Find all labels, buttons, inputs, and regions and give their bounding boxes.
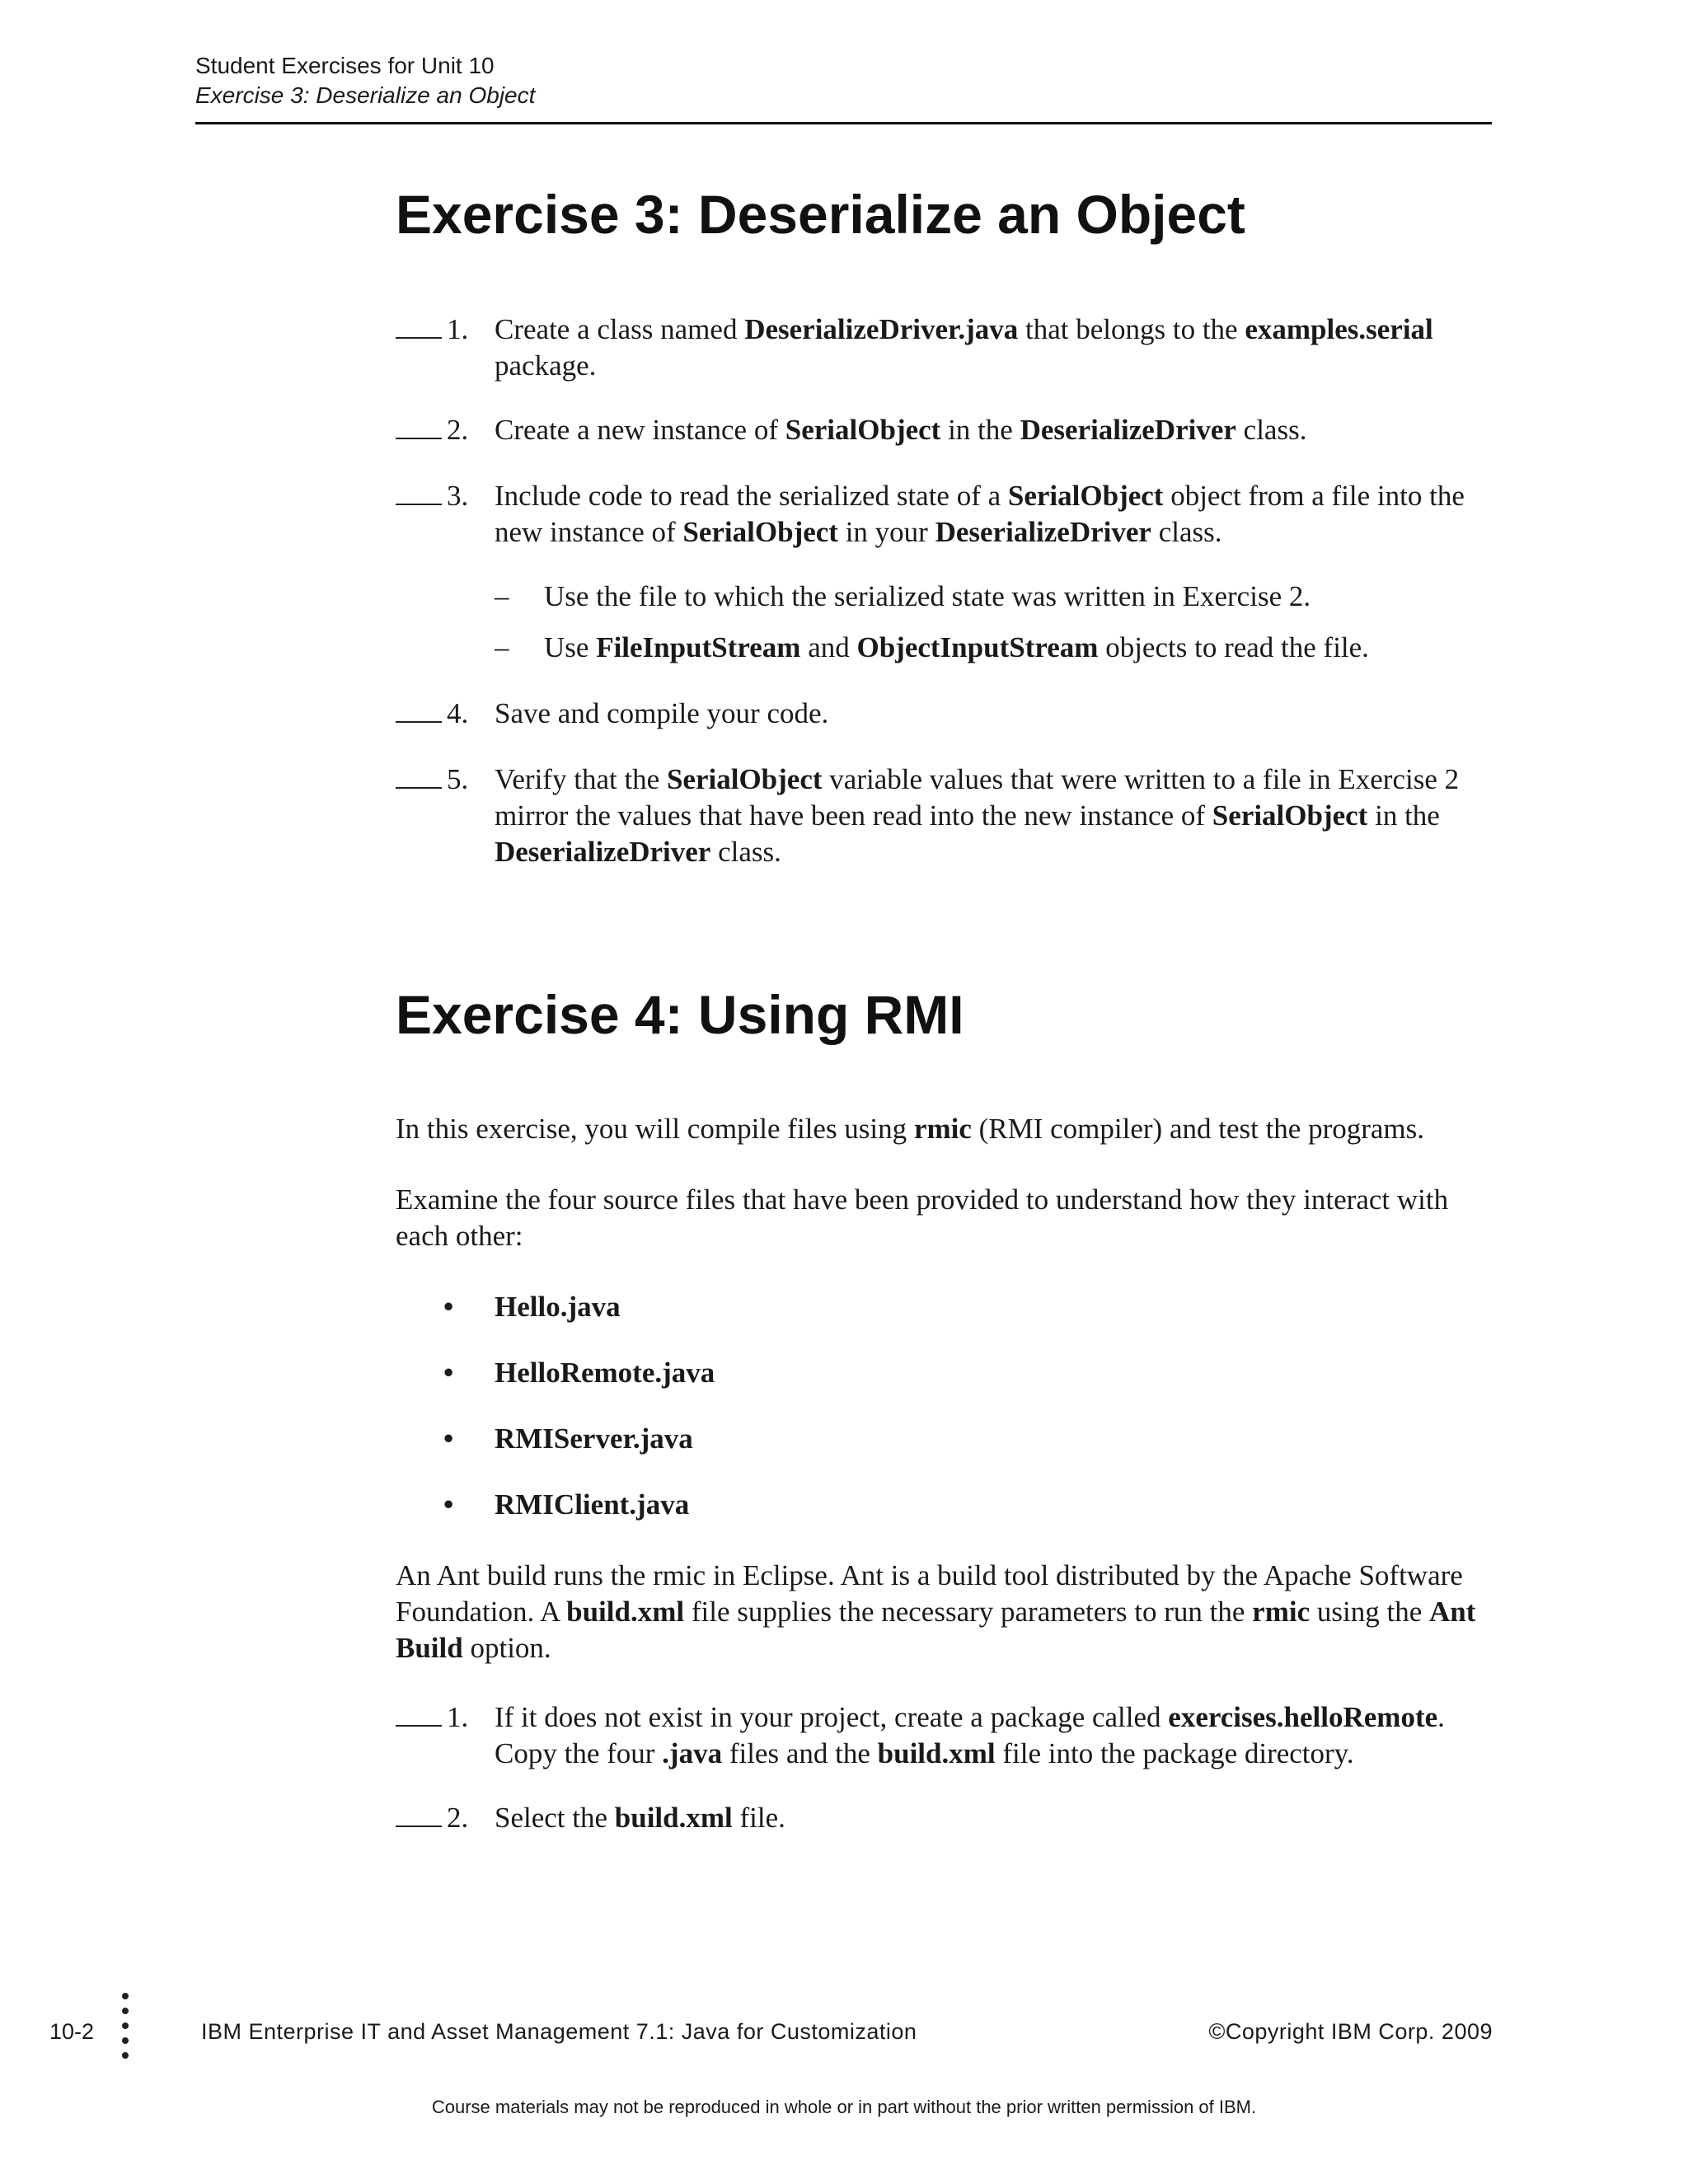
running-header [195, 51, 535, 110]
step-marker: 5. [396, 762, 468, 798]
checkbox-blank [396, 696, 442, 723]
file-list-item: • HelloRemote.java [396, 1355, 1492, 1391]
ex4-intro: In this exercise, you will compile files using rmic (RMI compiler) and test the programs. [396, 1113, 1425, 1145]
bullet-marker: • [443, 1422, 454, 1455]
ex3-step-1: 1. Create a class named DeserializeDriver.java that belongs to the examples.serial package. [396, 312, 1492, 384]
exercise-4-section [396, 983, 1492, 1046]
step-marker: 3. [396, 478, 468, 514]
checkbox-blank [396, 479, 442, 505]
footer-copyright: ©Copyright IBM Corp. 2009 [1208, 2019, 1493, 2044]
checkbox-blank [396, 1801, 442, 1827]
exercise-4-title: Exercise 4: Using RMI [396, 984, 964, 1045]
running-header-exercise: Exercise 3: Deserialize an Object [195, 82, 536, 108]
ex3-subitem-2: – Use FileInputStream and ObjectInputStream objects to read the file. [396, 630, 1492, 666]
ex3-step-4: 4. Save and compile your code. [396, 696, 1492, 732]
checkbox-blank [396, 1700, 442, 1727]
ex3-step-3: 3. Include code to read the serialized state of a SerialObject object from a file into the new instance of SerialObject in your DeserializeDriver class. [396, 478, 1492, 551]
file-list-item: • RMIClient.java [396, 1487, 1492, 1523]
ex3-step-2: 2. Create a new instance of SerialObject in the DeserializeDriver class. [396, 412, 1492, 448]
ex4-step-1: 1. If it does not exist in your project, create a package called exercises.helloRemote. Copy the four .java files and the build.xml file into the package directory. [396, 1699, 1492, 1772]
step-marker: 2. [396, 412, 468, 448]
file-list-item: • RMIServer.java [396, 1421, 1492, 1457]
step-marker: 1. [396, 1699, 468, 1736]
ex4-ant-paragraph: An Ant build runs the rmic in Eclipse. Ant is a build tool distributed by the Apache Software Foundation. A build.xml file supplies the necessary parameters to run the rmic using the Ant Build option. [396, 1559, 1476, 1664]
running-header-unit: Student Exercises for Unit 10 [195, 53, 495, 78]
checkbox-blank [396, 762, 442, 789]
step-marker: 2. [396, 1800, 468, 1836]
checkbox-blank [396, 312, 442, 339]
footer-dots-decoration [122, 1993, 130, 2067]
bullet-marker: • [443, 1357, 454, 1389]
file-list-item: • Hello.java [396, 1289, 1492, 1325]
footer-notice: Course materials may not be reproduced in whole or in part without the prior written permission of IBM. [431, 2097, 1257, 2117]
step-marker: 1. [396, 312, 468, 348]
ex4-step-2: 2. Select the build.xml file. [396, 1800, 1492, 1836]
bullet-marker: • [443, 1291, 454, 1323]
header-rule [195, 122, 1492, 124]
bullet-marker: • [443, 1488, 454, 1521]
footer-course-title: IBM Enterprise IT and Asset Management 7.1: Java for Customization [201, 2019, 917, 2044]
dash-marker: – [495, 631, 509, 663]
ex4-examine: Examine the four source files that have been provided to understand how they interact with each other: [396, 1183, 1449, 1252]
step-marker: 4. [396, 696, 468, 732]
ex3-subitem-1: – Use the file to which the serialized state was written in Exercise 2. [396, 579, 1492, 615]
dash-marker: – [495, 580, 509, 612]
exercise-3-section [396, 183, 1492, 246]
checkbox-blank [396, 413, 442, 439]
ex3-step-5: 5. Verify that the SerialObject variable values that were written to a file in Exercise 2 mirror the values that have been read into the new instance of SerialObject in the DeserializeDriver class. [396, 762, 1492, 870]
exercise-3-title: Exercise 3: Deserialize an Object [396, 184, 1245, 245]
page-number: 10-2 [49, 2019, 95, 2044]
